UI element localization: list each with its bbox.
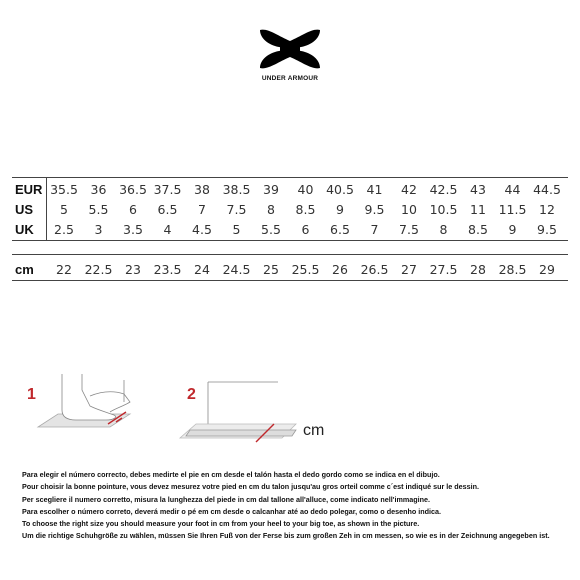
table-cell: 23.5 xyxy=(153,262,182,277)
table-cell: 8.5 xyxy=(468,222,488,237)
table-cell: 11.5 xyxy=(498,202,527,217)
table-cell: 35.5 xyxy=(50,182,78,197)
table-cell: 9.5 xyxy=(537,222,557,237)
table-cell: 9.5 xyxy=(364,202,385,217)
table-cell: 24 xyxy=(194,262,210,277)
table-cell: 7.5 xyxy=(399,222,419,237)
row-label: cm xyxy=(15,262,34,277)
instruction-line: Um die richtige Schuhgröße zu wählen, müssen Sie Ihren Fuß von der Ferse bis zum großen Zeh in cm messen, so wie es in der Zeichnung angegeben ist. xyxy=(22,531,550,541)
table-cell: 5 xyxy=(232,222,241,237)
table-cell: 37.5 xyxy=(153,182,182,197)
table-cell: 26.5 xyxy=(360,262,389,277)
table-cell: 44.5 xyxy=(533,182,561,197)
instruction-line: Per scegliere il numero corretto, misura la lunghezza del piede in cm dal tallone all'alluce, come indicato nell'immagine. xyxy=(22,494,431,504)
row-label: EUR xyxy=(15,182,43,197)
table-top-border xyxy=(12,177,568,178)
foot-measurement-diagram xyxy=(20,372,350,462)
table-cell: 9 xyxy=(508,222,517,237)
table-cell: 42 xyxy=(401,182,417,197)
instruction-line: Pour choisir la bonne pointure, vous devez mesurez votre pied en cm du talon jusqu'au gros orteil comme c´est indiqué sur le dessin. xyxy=(22,482,480,492)
table-cell: 8 xyxy=(267,202,275,217)
table-cell: 41 xyxy=(366,182,383,197)
table-row xyxy=(12,200,568,220)
table-cell: 5 xyxy=(60,202,68,217)
table-cell: 23 xyxy=(125,262,141,277)
table-cell: 29 xyxy=(539,262,555,277)
table-divider xyxy=(12,240,568,241)
table-divider xyxy=(12,254,568,255)
table-cell: 5.5 xyxy=(88,202,109,217)
step1-illustration xyxy=(38,374,130,427)
table-cell: 25.5 xyxy=(291,262,320,277)
measurement-illustration xyxy=(20,372,350,462)
step-2-number: 2 xyxy=(187,386,196,403)
table-cell: 10.5 xyxy=(429,202,458,217)
instruction-line: To choose the right size you should measure your foot in cm from your heel to your big toe, as shown in the picture. xyxy=(22,519,420,529)
brand-logo xyxy=(250,28,330,88)
table-cell: 24.5 xyxy=(222,262,251,277)
table-cell: 6 xyxy=(301,222,310,237)
table-cell: 43 xyxy=(470,182,486,197)
table-cell: 6.5 xyxy=(330,222,350,237)
table-cell: 9 xyxy=(336,202,344,217)
under-armour-logo-icon xyxy=(258,28,322,70)
table-cell: 4.5 xyxy=(192,222,212,237)
table-cell: 22 xyxy=(56,262,72,277)
table-cell: 26 xyxy=(332,262,348,277)
table-cell: 40.5 xyxy=(326,182,354,197)
table-bottom-border xyxy=(12,280,568,281)
table-cell: 3 xyxy=(94,222,103,237)
table-row xyxy=(12,220,568,240)
table-row xyxy=(12,260,568,280)
table-cell: 42.5 xyxy=(429,182,458,197)
table-cell: 27.5 xyxy=(429,262,458,277)
instruction-line: Para elegir el número correcto, debes medirte el pie en cm desde el talón hasta el dedo gordo como se indica en el dibujo. xyxy=(22,470,440,479)
table-cell: 6.5 xyxy=(157,202,178,217)
row-label: UK xyxy=(15,222,34,237)
table-cell: 8 xyxy=(439,222,448,237)
table-cell: 2.5 xyxy=(54,222,74,237)
table-cell: 7.5 xyxy=(226,202,247,217)
table-cell: 25 xyxy=(263,262,279,277)
step2-illustration xyxy=(180,382,296,442)
table-cell: 39 xyxy=(263,182,279,197)
table-cell: 3.5 xyxy=(123,222,143,237)
row-label: US xyxy=(15,202,34,217)
table-cell: 36.5 xyxy=(119,182,147,197)
table-cell: 38 xyxy=(194,182,210,197)
table-cell: 12 xyxy=(539,202,555,217)
table-cell: 27 xyxy=(401,262,417,277)
table-cell: 36 xyxy=(90,182,107,197)
table-cell: 28.5 xyxy=(498,262,527,277)
table-cell: 7 xyxy=(370,222,379,237)
brand-name: UNDER ARMOUR xyxy=(261,75,319,82)
table-cell: 28 xyxy=(470,262,486,277)
unit-label: cm xyxy=(303,422,325,439)
table-cell: 11 xyxy=(470,202,486,217)
table-cell: 4 xyxy=(163,222,172,237)
table-row xyxy=(12,180,568,200)
table-cell: 6 xyxy=(129,202,137,217)
table-cell: 22.5 xyxy=(84,262,113,277)
instructions-block xyxy=(22,469,570,543)
table-cell: 10 xyxy=(401,202,417,217)
table-cell: 7 xyxy=(198,202,206,217)
step-1-number: 1 xyxy=(27,386,36,403)
table-cell: 5.5 xyxy=(261,222,281,237)
table-cell: 8.5 xyxy=(295,202,316,217)
table-cell: 44 xyxy=(504,182,521,197)
table-cell: 38.5 xyxy=(222,182,251,197)
table-cell: 40 xyxy=(297,182,314,197)
instruction-line: Para escolher o número correto, deverá medir o pé em cm desde o calcanhar até ao dedo polegar, como o desenho indica. xyxy=(22,506,442,516)
